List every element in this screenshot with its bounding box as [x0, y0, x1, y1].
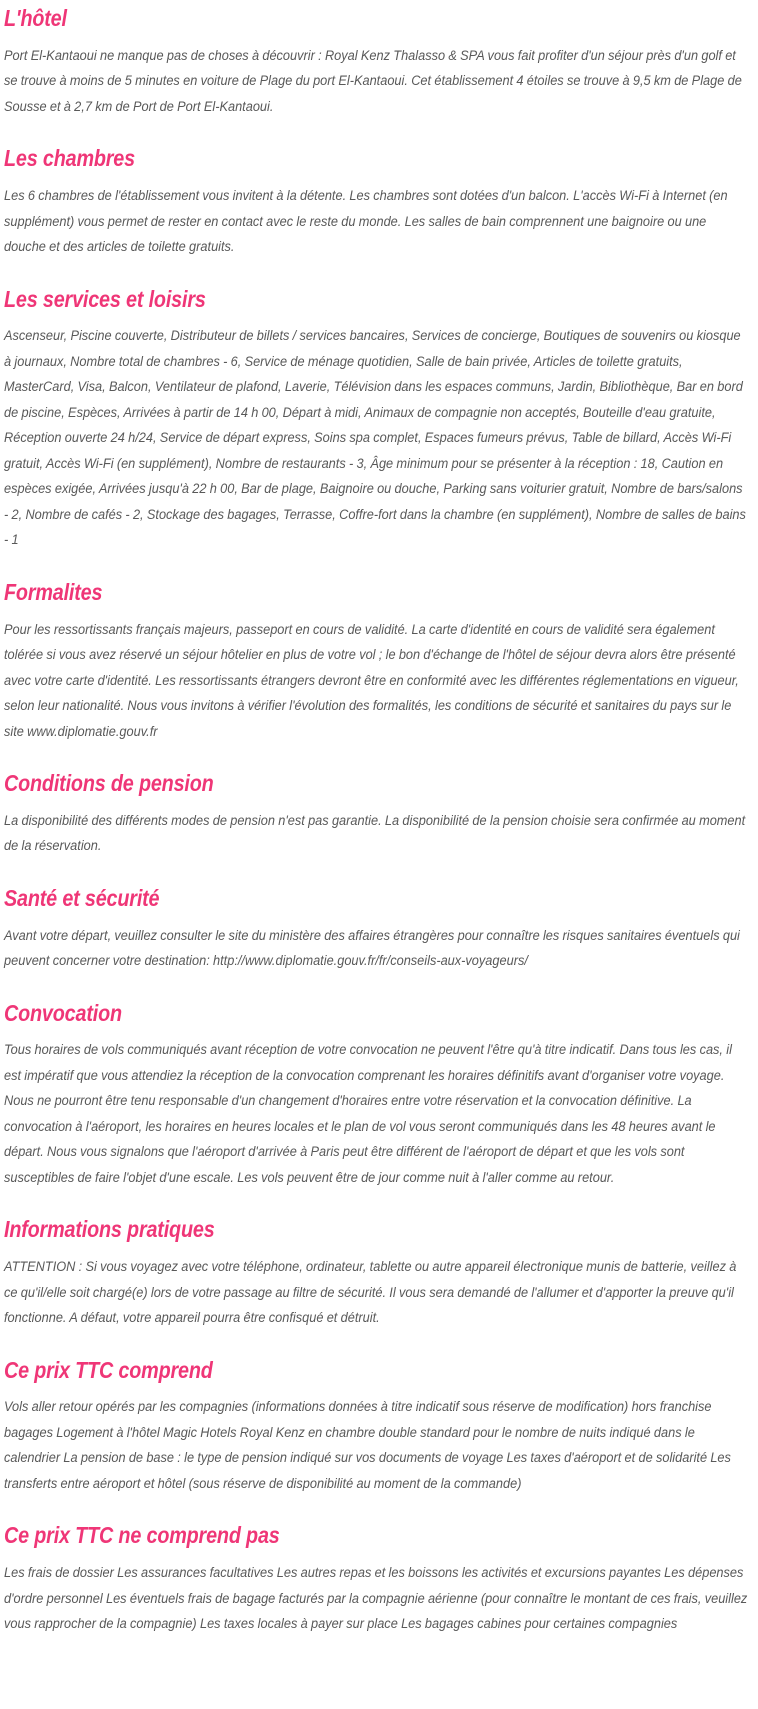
section-title: Les chambres [4, 145, 135, 172]
section-conditions-de-pension [4, 771, 750, 860]
section-body: Les 6 chambres de l'établissement vous invitent à la détente. Les chambres sont dotées d'un balcon. L'accès Wi-Fi à Internet (en supplément) vous permet de rester en contact avec le reste du monde. Les salles de bain comprennent une baignoire ou une douche et des articles de toilette gratuits. [4, 188, 728, 255]
section-title: Ce prix TTC ne comprend pas [4, 1522, 280, 1549]
section-title: Conditions de pension [4, 770, 214, 796]
section-informations-pratiques [4, 1217, 750, 1331]
section-les-services-et-loisirs [4, 287, 750, 554]
section-ce-prix-ttc-ne-comprend-pas [4, 1523, 750, 1637]
section-body: Avant votre départ, veuillez consulter le site du ministère des affaires étrangères pour connaître les risques sanitaires éventuels qui peuvent concerner votre destination: http://www.diplomatie.gouv.fr/fr/conseils-aux-voyageurs/ [4, 927, 740, 969]
section-title: Informations pratiques [4, 1216, 215, 1243]
section-title: Les services et loisirs [4, 285, 206, 312]
section-body: Tous horaires de vols communiqués avant réception de votre convocation ne peuvent l'être qu'à titre indicatif. Dans tous les cas, il est impératif que vous attendiez la réception de la convocation comprenant les horaires définitifs avant d'organiser votre voyage. Nous ne pourront être tenu responsable d'un changement d'horaires entre votre réservation et la convocation définitive. La convocation à l'aéroport, les horaires en heures locales et le plan de vol vous seront communiqués dans les 48 heures avant le départ. Nous vous signalons que l'aéroport d'arrivée à Paris peut être différent de l'aéroport de départ et que les vols sont susceptibles de faire l'objet d'une escale. Les vols peuvent être de jour comme nuit à l'aller comme au retour. [4, 1042, 732, 1186]
section-body: Pour les ressortissants français majeurs, passeport en cours de validité. La carte d'identité en cours de validité sera également tolérée si vous avez réservé un séjour hôtelier en plus de votre vol ; le bon d'échange de l'hôtel de séjour devra alors être présenté avec votre carte d'identité. Les ressortissants étrangers devront être en conformité avec les différentes réglementations en vigueur, selon leur nationalité. Nous vous invitons à vérifier l'évolution des formalités, les conditions de sécurité et sanitaires du pays sur le site www.diplomatie.gouv.fr [4, 621, 739, 740]
section-body: La disponibilité des différents modes de pension n'est pas garantie. La disponibilité de la pension choisie sera confirmée au moment de la réservation. [4, 812, 746, 855]
section-convocation [4, 1001, 750, 1192]
section-body: Vols aller retour opérés par les compagnies (informations données à titre indicatif sous réserve de modification) hors franchise bagages Logement à l'hôtel Magic Hotels Royal Kenz en chambre double standard pour le nombre de nuits indiqué dans le calendrier La pension de base : le type de pension indiqué sur vos documents de voyage Les taxes d'aéroport et de solidarité Les transferts entre aéroport et hôtel (sous réserve de disponibilité au moment de la commande) [4, 1399, 731, 1492]
section-ce-prix-ttc-comprend [4, 1358, 750, 1498]
section-formalites [4, 580, 750, 745]
section-body: Les frais de dossier Les assurances facultatives Les autres repas et les boissons les activités et excursions payantes Les dépenses d'ordre personnel Les éventuels frais de bagage facturés par la compagnie aérienne (pour connaître le montant de ces frais, veuillez vous rapprocher de la compagnie) Les taxes locales à payer sur place Les bagages cabines pour certaines compagnies [4, 1565, 748, 1632]
section-title: Ce prix TTC comprend [4, 1356, 213, 1383]
section-title: Santé et sécurité [4, 884, 160, 911]
section-sante-et-securite [4, 886, 750, 975]
section-body: Port El-Kantaoui ne manque pas de choses à découvrir : Royal Kenz Thalasso & SPA vous fait profiter d'un séjour près d'un golf et se trouve à moins de 5 minutes en voiture de Plage du port El-Kantaoui. Cet établissement 4 étoiles se trouve à 9,5 km de Plage de Sousse et à 2,7 km de Port de Port El-Kantaoui. [4, 47, 742, 115]
section-body: Ascenseur, Piscine couverte, Distributeur de billets / services bancaires, Services de concierge, Boutiques de souvenirs ou kiosque à journaux, Nombre total de chambres - 6, Service de ménage quotidien, Salle de bain privée, Articles de toilette gratuits, MasterCard, Visa, Balcon, Ventilateur de plafond, Laverie, Télévision dans les espaces communs, Jardin, Bibliothèque, Bar en bord de piscine, Espèces, Arrivées à partir de 14 h 00, Départ à midi, Animaux de compagnie non acceptés, Bouteille d'eau gratuite, Réception ouverte 24 h/24, Service de départ express, Soins spa complet, Espaces fumeurs prévus, Table de billard, Accès Wi-Fi gratuit, Accès Wi-Fi (en supplément), Nombre de restaurants - 3, Âge minimum pour se présenter à la réception : 18, Caution en espèces exigée, Arrivées jusqu'à 22 h 00, Bar de plage, Baignoire ou douche, Parking sans voiturier gratuit, Nombre de bars/salons - 2, Nombre de cafés - 2, Stockage des bagages, Terrasse, Coffre-fort dans la chambre (en supplément), Nombre de salles de bains - 1 [4, 328, 746, 549]
section-title: Convocation [4, 999, 122, 1026]
section-hotel [4, 6, 750, 120]
section-title: L'hôtel [4, 5, 67, 31]
section-title: Formalites [4, 578, 103, 605]
section-les-chambres [4, 146, 750, 260]
section-body: ATTENTION : Si vous voyagez avec votre téléphone, ordinateur, tablette ou autre appareil électronique munis de batterie, veillez à ce qu'il/elle soit chargé(e) lors de votre passage au filtre de sécurité. Il vous sera demandé de l'allumer et d'apporter la preuve qu'il fonctionne. A défaut, votre appareil pourra être confisqué et détruit. [4, 1259, 737, 1326]
